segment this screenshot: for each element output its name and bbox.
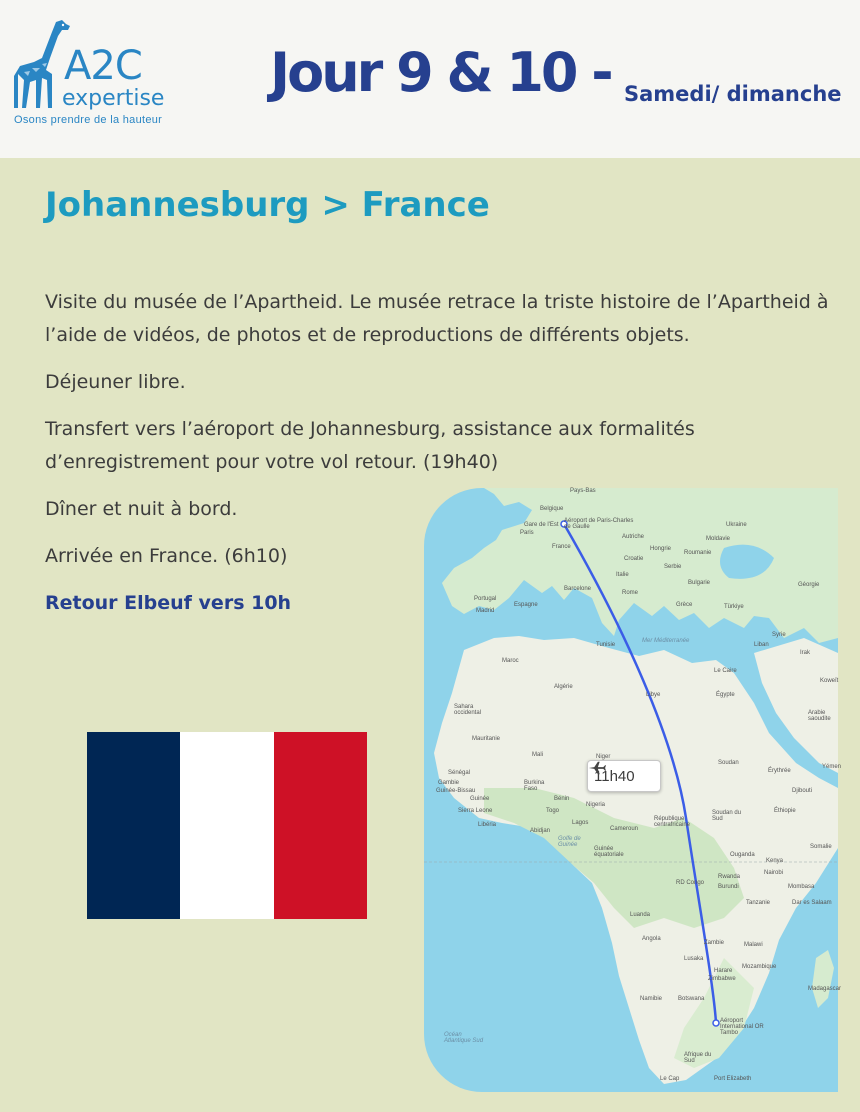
map-label: Syrie — [772, 632, 786, 638]
map-label: Tunisie — [596, 642, 616, 648]
logo-word: expertise — [62, 86, 165, 111]
map-label: Pays-Bas — [570, 488, 596, 494]
map-label: Égypte — [716, 692, 735, 698]
map-label: Arabie saoudite — [808, 710, 831, 722]
map-label: Somalie — [810, 844, 832, 850]
map-label: Serbie — [664, 564, 682, 570]
map-label: Sahara occidental — [454, 704, 482, 716]
map-label: Érythrée — [768, 768, 791, 774]
page-subtitle: Samedi/ dimanche — [624, 82, 842, 106]
map-label: République centrafricaine — [654, 816, 691, 828]
map-label: Angola — [642, 936, 661, 942]
map-label: Grèce — [676, 602, 693, 608]
page-title: Jour 9 & 10 - — [270, 41, 611, 104]
flag-stripe-red — [274, 732, 367, 919]
logo-brand: A2C — [64, 43, 142, 89]
map-label: Le Cap — [660, 1076, 680, 1082]
map-label: Burundi — [718, 884, 739, 890]
map-label: Océan Atlantique Sud — [444, 1032, 484, 1044]
map-label: Croatie — [624, 556, 644, 562]
map-label: Mer Méditerranée — [642, 638, 690, 644]
map-label: Mali — [532, 752, 544, 758]
flight-duration-label: 11h40 — [594, 767, 635, 785]
map-label: Afrique du Sud — [684, 1052, 712, 1064]
map-label: Madagascar — [808, 986, 842, 992]
map-label: Ouganda — [730, 852, 755, 858]
map-label: Hongrie — [650, 546, 672, 552]
map-label: Niger — [596, 754, 611, 760]
map-label: Mombasa — [788, 884, 815, 890]
map-label: France — [552, 544, 571, 550]
paragraph-lunch: Déjeuner libre. — [45, 371, 186, 393]
map-label: Mauritanie — [472, 736, 501, 742]
map-label: Libéria — [478, 822, 497, 828]
map-label: Abidjan — [530, 828, 551, 834]
paragraph-arrival: Arrivée en France. (6h10) — [45, 545, 288, 567]
map-label: Le Caire — [714, 668, 737, 674]
map-label: Gambie — [438, 780, 460, 786]
map-label: Soudan du Sud — [712, 810, 742, 822]
map-label: Espagne — [514, 602, 538, 608]
map-label: Lusaka — [684, 956, 704, 962]
map-label: Zambie — [704, 940, 725, 946]
map-label: Paris — [520, 530, 534, 536]
map-label: Kenya — [766, 858, 784, 864]
map-label: Sénégal — [448, 770, 471, 776]
map-label: Golfe de Guinée — [558, 836, 581, 848]
return-highlight: Retour Elbeuf vers 10h — [45, 592, 292, 614]
map-label: Guinée-Bissau — [436, 788, 476, 794]
map-label: Roumanie — [684, 550, 712, 556]
map-label: Guinée équatoriale — [594, 846, 624, 858]
map-label: Autriche — [622, 534, 645, 540]
airplane-icon — [588, 761, 606, 775]
map-label: Togo — [546, 808, 560, 814]
flight-route-map — [424, 488, 842, 1092]
map-label: Soudan — [718, 760, 739, 766]
map-label: Cameroun — [610, 826, 639, 832]
map-label: Gare de l'Est — [524, 522, 559, 528]
map-label: Géorgie — [798, 582, 820, 588]
france-flag — [87, 732, 367, 919]
a2c-logo — [12, 18, 172, 128]
map-label: Burkina Faso — [524, 780, 545, 792]
map-label: Ukraine — [726, 522, 747, 528]
paragraph-museum: Visite du musée de l’Apartheid. Le musée retrace la triste histoire de l’Apartheid à l’aide de vidéos, de photos et de reproductions de différents objets. — [45, 291, 829, 346]
map-label: Harare — [714, 968, 733, 974]
map-label: Italie — [616, 572, 629, 578]
map-label: Sierra Leone — [458, 808, 493, 814]
map-label: Djibouti — [792, 788, 813, 794]
map-label: Algérie — [554, 684, 573, 690]
map-label: Portugal — [474, 596, 497, 602]
map-label: Türkiye — [724, 604, 744, 610]
map-label: Namibie — [640, 996, 663, 1002]
map-label: Koweït — [820, 678, 839, 684]
map-label: Rome — [622, 590, 639, 596]
flag-stripe-white — [180, 732, 273, 919]
map-label: Liban — [754, 642, 769, 648]
map-label: Bénin — [554, 796, 570, 802]
map-label: Irak — [800, 650, 811, 656]
map-label: Nigeria — [586, 802, 606, 808]
paragraph-transfer: Transfert vers l’aéroport de Johannesburg, assistance aux formalités d’enregistrement pour votre vol retour. (19h40) — [45, 418, 695, 473]
map-label: Botswana — [678, 996, 705, 1002]
flight-duration-badge — [587, 760, 661, 792]
map-label: Port Elizabeth — [714, 1076, 752, 1082]
map-label: Madrid — [476, 608, 495, 614]
map-label: Libye — [646, 692, 661, 698]
logo-tagline: Osons prendre de la hauteur — [14, 114, 163, 126]
map-label: Éthiopie — [774, 808, 796, 814]
route-title: Johannesburg > France — [45, 185, 490, 225]
flag-stripe-blue — [87, 732, 180, 919]
map-label: Aéroport International OR Tambo — [720, 1018, 764, 1036]
map-label: Malawi — [744, 942, 763, 948]
map-label: Tanzanie — [746, 900, 771, 906]
map-label: Zimbabwe — [708, 976, 736, 982]
map-label: Belgique — [540, 506, 564, 512]
map-label: Bulgarie — [688, 580, 711, 586]
map-label: Nairobi — [764, 870, 784, 876]
map-label: Dar es Salaam — [792, 900, 832, 906]
paragraph-dinner: Dîner et nuit à bord. — [45, 498, 238, 520]
map-label: Guinée — [470, 796, 490, 802]
map-label: Mozambique — [742, 964, 777, 970]
map-label: Maroc — [502, 658, 519, 664]
map-label: RD Congo — [676, 880, 705, 886]
map-label: Yémen — [822, 764, 842, 770]
map-label: Aéroport de Paris-Charles de Gaulle — [564, 518, 634, 530]
map-label: Barcelone — [564, 586, 592, 592]
page-header — [0, 0, 860, 158]
map-label: Lagos — [572, 820, 589, 826]
map-label: Moldavie — [706, 536, 731, 542]
map-label: Luanda — [630, 912, 651, 918]
map-label: Rwanda — [718, 874, 741, 880]
